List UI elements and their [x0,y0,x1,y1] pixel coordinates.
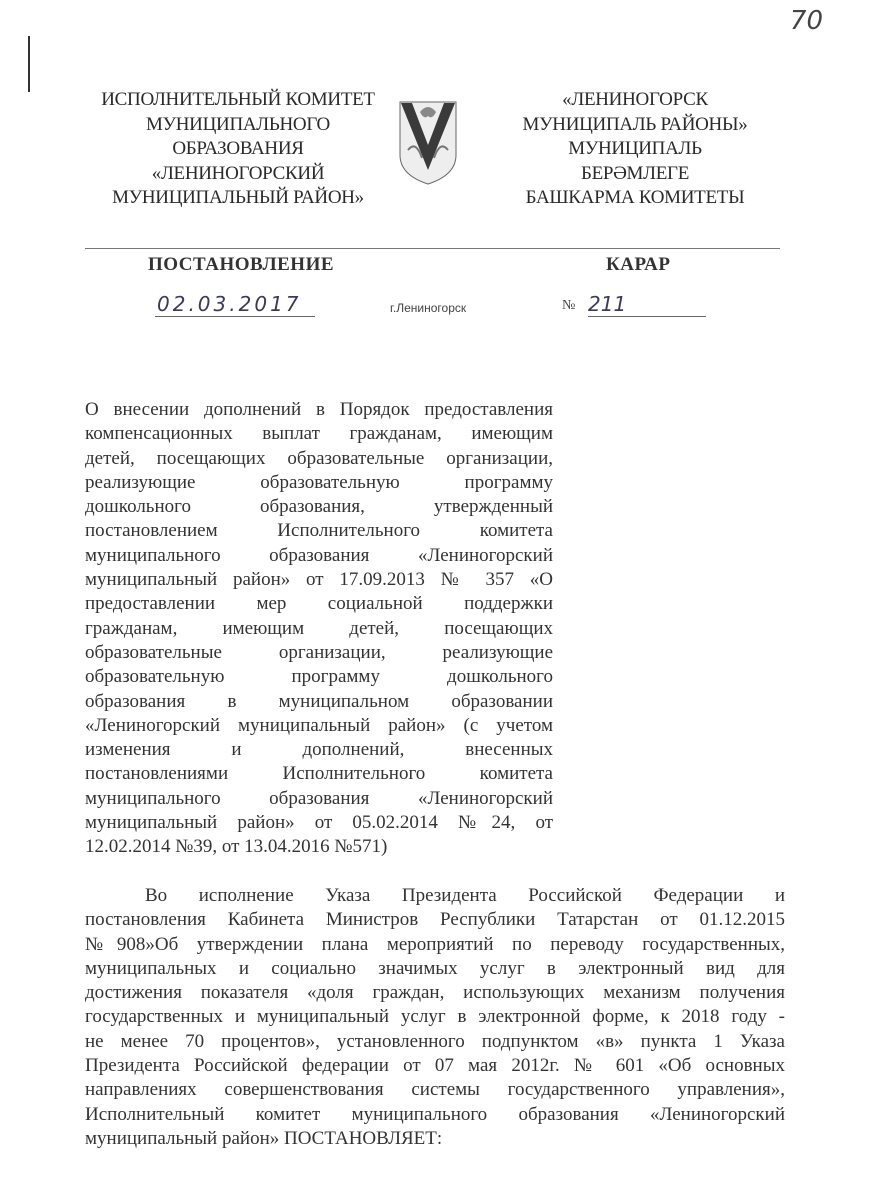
title-line: образования в муниципальном образовании [85,690,553,712]
handwritten-number: 211 [588,292,706,317]
title-line: изменения и дополнений, внесенных [85,739,553,761]
title-line: предоставлении мер социальной поддержки [85,593,553,615]
body-line: Исполнительный комитет муниципального образования «Лениногорский [85,1103,785,1125]
header-right-tatar [490,88,780,211]
doc-type-tatar: КАРАР [606,254,671,275]
title-line: муниципального образования «Лениногорский [85,787,553,809]
body-line: государственных и муниципальный услуг в электронной форме, к 2018 году - [85,1006,785,1028]
header-line: «ЛЕНИНОГОРСК [562,89,708,110]
header-line: «ЛЕНИНОГОРСКИЙ [151,162,325,184]
header-line: ИСПОЛНИТЕЛЬНЫЙ КОМИТЕТ [101,89,375,110]
handwritten-date: 02.03.2017 [155,292,315,317]
scan-corner-mark [28,36,30,92]
title-line: «Лениногорский муниципальный район» (с учетом [85,714,553,736]
body-line: направлениях совершенствования системы государственного управления», [85,1079,785,1101]
title-line: образовательные организации, реализующие [85,641,553,663]
header-line: БАШКАРМА КОМИТЕТЫ [525,187,745,208]
handwritten-page-mark: 70 [789,6,823,36]
body-line: муниципальный район» ПОСТАНОВЛЯЕТ: [85,1127,443,1149]
title-line: О внесении дополнений в Порядок предоставления [85,399,553,420]
title-line: компенсационных выплат гражданам, имеющим [85,423,553,445]
header-divider [85,248,780,249]
body-line: Во исполнение Указа Президента Российской Федерации и [145,885,785,906]
body-line: муниципальных и социально значимых услуг в электронный вид для [85,957,785,979]
document-title [85,398,553,860]
title-line: муниципальный район» от 05.02.2014 №24, от [85,812,553,834]
document-body [85,884,785,1151]
header-line: МУНИЦИПАЛЬ [568,138,702,159]
header-line: МУНИЦИПАЛЬНОГО [146,113,330,135]
body-line: Президента Российской федерации от 07 мая 2012г. № 601 «Об основных [85,1055,785,1077]
city-label: г.Лениногорск [390,301,467,315]
number-sign: № [562,298,576,313]
title-line: гражданам, имеющим детей, посещающих [85,617,553,639]
title-line: муниципальный район» от 17.09.2013 № 357 «О [85,569,553,591]
title-line: постановлением Исполнительного комитета [85,520,553,542]
title-line: образовательную программу дошкольного [85,666,553,688]
body-line: №908»Об утверждении плана мероприятий по переводу государственных, [85,933,785,955]
body-line: не менее 70 процентов», установленного подпунктом «в» пункта 1 Указа [85,1030,785,1052]
doc-type-russian: ПОСТАНОВЛЕНИЕ [148,254,335,275]
title-line: муниципального образования «Лениногорский [85,544,553,566]
body-line: достижения показателя «доля граждан, использующих механизм получения [85,982,785,1004]
header-line: ОБРАЗОВАНИЯ [172,138,304,159]
title-line: реализующие образовательную программу [85,471,553,493]
header-left-russian [78,88,398,211]
title-line: детей, посещающих образовательные организации, [85,447,553,469]
header-line: МУНИЦИПАЛЬ РАЙОНЫ» [522,113,748,135]
header-line: БЕРӘМЛЕГЕ [580,162,690,184]
coat-of-arms-icon [398,100,458,185]
header-line: МУНИЦИПАЛЬНЫЙ РАЙОН» [112,187,364,208]
title-line: постановлениями Исполнительного комитета [85,763,553,785]
title-line: 12.02.2014 №39, от 13.04.2016 №571) [85,836,388,858]
body-line: постановления Кабинета Министров Республики Татарстан от 01.12.2015 [85,909,785,931]
title-line: дошкольного образования, утвержденный [85,496,553,518]
